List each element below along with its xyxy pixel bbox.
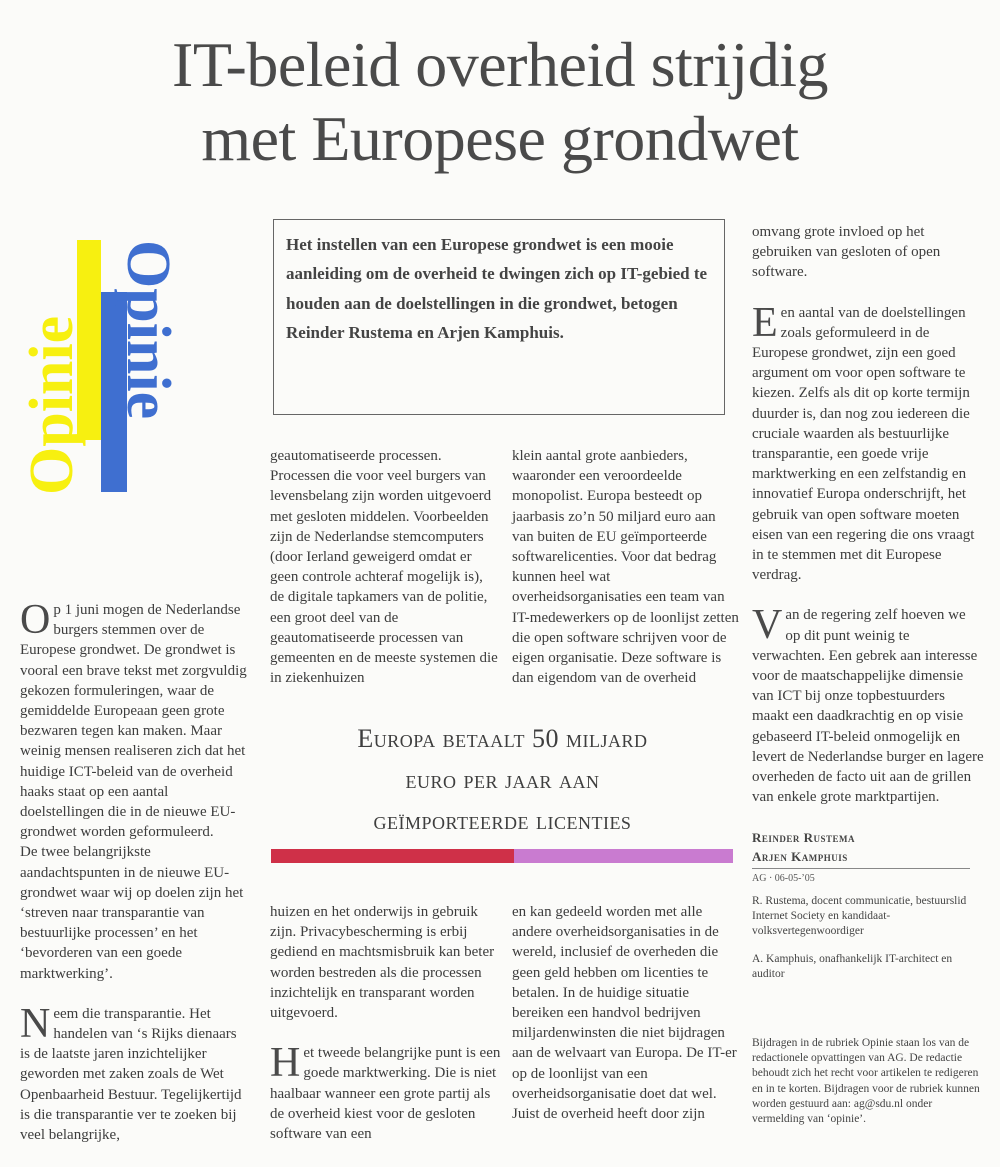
paragraph-text: p 1 juni mogen de Nederlandse burgers stemmen over de Europese grondwet. De grondwet is vooral een brave tekst met zorgvuldig gekozen formuleringen, waar de gemiddelde Europeaan geen grote bezwaren tegen kan maken. Maar weinig mensen realiseren zich dat het huidige ICT-beleid van de overheid haaks staat op een aantal doelstellingen die in de nieuwe EU-grondwet worden geformuleerd. <box>20 602 247 841</box>
paragraph-text: et tweede belangrijke punt is een goede marktwerking. Die is niet haalbaar wanneer een grote partij als de overheid kiest voor de gesloten software van een <box>270 1045 501 1143</box>
author-byline <box>752 828 972 866</box>
author-name: Reinder Rustema <box>752 830 856 845</box>
pull-quote-bar-purple <box>514 849 733 863</box>
editorial-note: Bijdragen in de rubriek Opinie staan los van de redactionele opvattingen van AG. De redactie behoudt zich het recht voor artikelen te redigeren en in te korten. Bijdragen voor de rubriek kunnen worden gestuurd aan: ag@sdu.nl onder vermelding van ‘opinie’. <box>752 1037 980 1126</box>
drop-cap: E <box>752 299 778 346</box>
paragraph <box>270 1040 502 1144</box>
column-3-top <box>512 446 740 688</box>
pull-quote <box>270 718 735 841</box>
paragraph <box>20 597 250 842</box>
drop-cap: O <box>20 597 51 643</box>
column-1 <box>20 597 250 1145</box>
drop-cap: N <box>20 1000 51 1047</box>
paragraph-text: an de regering zelf hoeven we op dit punt weinig te verwachten. Een gebrek aan interesse voor de maatschappelijke dimensie van ICT bij onze topbestuurders maakt een daadkrachtig en op visie gebaseerd IT-beleid onmogelijk en levert de Nederlandse burger en lagere overheden de facto uit aan de grillen van enkele grote marktpartijen. <box>752 607 984 806</box>
pull-quote-line-1: Europa betaalt 50 miljard <box>357 724 648 753</box>
logo-text-yellow: Opinie <box>18 315 86 495</box>
paragraph <box>20 1000 250 1145</box>
drop-cap: V <box>752 602 783 649</box>
headline-line-1: IT-beleid overheid strijdig <box>172 29 828 100</box>
paragraph <box>752 299 984 586</box>
paragraph-text: eem die transparantie. Het handelen van ‘s Rijks dienaars is de laatste jaren inzichtelijker geworden met zaken zoals de Wet Openbaarheid Bestuur. Tegelijkertijd is die transparantie ver te zoeken bij veel belangrijke, <box>20 1005 242 1144</box>
logo-text-blue: Opinie <box>114 240 182 420</box>
column-3-bottom <box>512 902 742 1124</box>
paragraph: huizen en het onderwijs in gebruik zijn. Privacybescherming is erbij gediend en machtsmisbruik kan beter worden bestreden als die processen inzichtelijk en transparant worden uitgevoerd. <box>270 904 495 1022</box>
pull-quote-line-3: geïmporteerde licenties <box>373 806 632 835</box>
paragraph: klein aantal grote aanbieders, waaronder een veroordeelde monopolist. Europa besteedt op jaarbasis zo’n 50 miljard euro aan van buiten de EU geïmporteerde softwarelicenties. Voor dat bedrag kunnen heel wat overheidsorganisaties een team van IT-medewerkers op de loonlijst zetten die open software schrijven voor de eigen organisatie. Deze software is dan eigendom van de overheid <box>512 448 739 687</box>
dateline: AG · 06-05-’05 <box>752 873 815 884</box>
headline <box>0 28 1000 176</box>
paragraph: omvang grote invloed op het gebruiken van gesloten of open software. <box>752 224 941 281</box>
paragraph <box>752 602 984 807</box>
column-2-top <box>270 446 498 688</box>
column-4 <box>752 222 984 807</box>
paragraph: en kan gedeeld worden met alle andere overheidsorganisaties in de wereld, inclusief de overheden die geen geld hebben om licenties te betalen. In de huidige situatie bereiken een handvol bedrijven miljardenwinsten die niet bijdragen aan de welvaart van Europa. De IT-er op de loonlijst van een overheidsorganisatie doet dat wel. <box>512 904 737 1102</box>
pull-quote-bar-red <box>271 849 514 863</box>
pull-quote-line-2: euro per jaar aan <box>405 765 600 794</box>
paragraph: Juist de overheid heeft door zijn <box>512 1106 705 1123</box>
author-bio: R. Rustema, docent communicatie, bestuurslid Internet Society en kandidaat-volksvertegenwoordiger <box>752 895 967 937</box>
paragraph: geautomatiseerde processen. Processen die voor veel burgers van levensbelang zijn worden uitgevoerd met gesloten middelen. Voorbeelden zijn de Nederlandse stemcomputers (door Ierland geweigerd omdat er geen controle achteraf mogelijk is), de digitale tapkamers van de politie, een groot deel van de geautomatiseerde processen van gemeenten en de meeste systemen die in ziekenhuizen <box>270 448 498 687</box>
author-name: Arjen Kamphuis <box>752 849 848 864</box>
byline-divider <box>752 868 970 869</box>
paragraph: De twee belangrijkste aandachtspunten in de nieuwe EU-grondwet waar wij op doelen zijn het ‘streven naar transparantie van bestuurlijke processen’ en het ‘bevorderen van een goede marktwerking’. <box>20 844 244 982</box>
lead-intro-box: Het instellen van een Europese grondwet is een mooie aanleiding om de overheid te dwingen zich op IT-gebied te houden aan de doelstellingen in die grondwet, betogen Reinder Rustema en Arjen Kamphuis. <box>273 219 725 415</box>
column-2-bottom <box>270 902 502 1144</box>
paragraph-text: en aantal van de doelstellingen zoals geformuleerd in de Europese grondwet, zijn een goed argument om voor open software te kiezen. Zelfs als dit op korte termijn duurder is, dan nog zou iedereen die cruciale waarden als bestuurlijke transparantie, een goede vrije marktwerking en een zelfstandig en innovatief Europa onderschrijft, het gebruik van open software moeten eisen van een regering die ons vraagt in te stemmen met dit Europese verdrag. <box>752 304 975 584</box>
opinie-section-logo <box>18 230 182 500</box>
drop-cap: H <box>270 1040 301 1087</box>
author-bio: A. Kamphuis, onafhankelijk IT-architect en auditor <box>752 953 953 980</box>
headline-line-2: met Europese grondwet <box>201 103 799 174</box>
